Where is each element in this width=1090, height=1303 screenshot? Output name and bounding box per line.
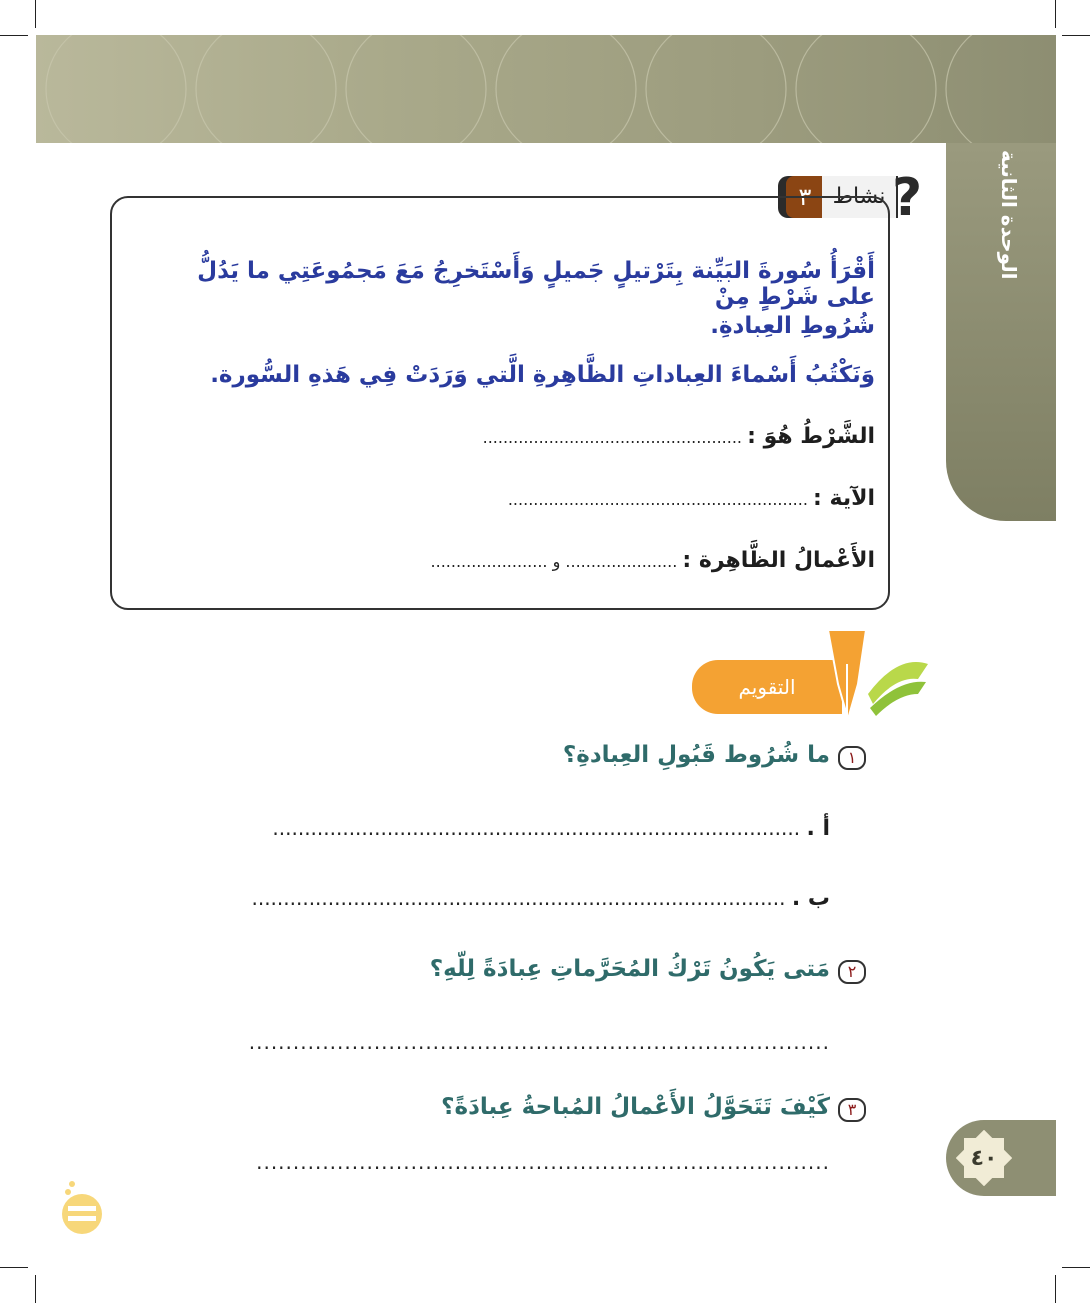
pattern-decoration bbox=[36, 35, 1056, 143]
answer-3 bbox=[190, 1150, 830, 1174]
instruction-line-1: أَقْرَأُ سُورةَ البَيِّنة بِتَرْتيلٍ جَميلٍ وَأَسْتَخرِجُ مَعَ مَجمُوعَتِي ما يَدُلُّ على شَرْطٍ مِنْ bbox=[197, 258, 875, 310]
question-text: كَيْفَ تَتَحَوَّلُ الأَعْمالُ المُباحةُ عِبادَةً؟ bbox=[441, 1094, 830, 1120]
page-number: ٤٠ bbox=[970, 1146, 998, 1171]
answer-a-dots[interactable]: ................................................................................... bbox=[272, 816, 801, 840]
answer-b bbox=[140, 886, 830, 911]
evaluation-badge: التقويم bbox=[692, 660, 842, 714]
answer-a-label: أ . bbox=[806, 816, 830, 841]
question-number: ٣ bbox=[838, 1098, 866, 1122]
crop-mark bbox=[1055, 1275, 1056, 1303]
field-condition-dots[interactable]: ................................................... bbox=[482, 428, 743, 447]
question-number: ١ bbox=[838, 746, 866, 770]
answer-b-label: ب . bbox=[791, 886, 830, 911]
pen-book-icon bbox=[818, 624, 930, 724]
question-mark-icon: ? bbox=[892, 168, 923, 228]
question-text: مَتى يَكُونُ تَرْكُ المُحَرَّماتِ عِبادَةً لِلّهِ؟ bbox=[429, 956, 830, 982]
field-deeds-label: الأَعْمالُ الظَّاهِرة : bbox=[682, 548, 875, 573]
publisher-logo-icon bbox=[58, 1176, 108, 1236]
field-verse bbox=[150, 486, 875, 511]
crop-mark bbox=[1055, 0, 1056, 28]
field-verse-label: الآية : bbox=[813, 486, 875, 511]
crop-mark bbox=[0, 35, 28, 36]
crop-mark bbox=[35, 0, 36, 28]
field-verse-dots[interactable]: ........................................................... bbox=[507, 490, 808, 509]
answer-3-dots[interactable]: .............................................................................. bbox=[256, 1150, 830, 1174]
question-number: ٢ bbox=[838, 960, 866, 984]
question-2 bbox=[300, 956, 866, 984]
question-1 bbox=[300, 742, 866, 770]
field-deeds-dots-a[interactable]: ...................... bbox=[565, 552, 678, 571]
field-deeds-and: و bbox=[552, 552, 561, 571]
activity-label: نشاط bbox=[822, 176, 896, 218]
header-band bbox=[36, 35, 1056, 143]
instruction-line-3: وَنَكْتُبُ أَسْماءَ العِباداتِ الظَّاهِرةِ الَّتي وَرَدَتْ فِي هَذهِ السُّورة. bbox=[210, 362, 875, 388]
answer-b-dots[interactable]: .................................................................................... bbox=[251, 886, 786, 910]
question-3 bbox=[300, 1094, 866, 1122]
answer-a bbox=[140, 816, 830, 841]
instruction-line-2: شُرُوطِ العِبادةِ. bbox=[710, 313, 875, 339]
field-deeds-dots-b[interactable]: ....................... bbox=[430, 552, 548, 571]
field-condition bbox=[150, 424, 875, 449]
crop-mark bbox=[1062, 35, 1090, 36]
crop-mark bbox=[1062, 1267, 1090, 1268]
question-text: ما شُرُوط قَبُولِ العِبادةِ؟ bbox=[562, 742, 830, 768]
answer-2 bbox=[190, 1030, 830, 1054]
crop-mark bbox=[0, 1267, 28, 1268]
crop-mark bbox=[35, 1275, 36, 1303]
unit-title: الوحدة الثانية bbox=[997, 150, 1021, 280]
answer-2-dots[interactable]: ............................................................................... bbox=[248, 1030, 830, 1054]
field-condition-label: الشَّرْطُ هُوَ : bbox=[747, 424, 875, 449]
field-deeds bbox=[150, 548, 875, 573]
activity-number: ٣ bbox=[786, 176, 824, 218]
